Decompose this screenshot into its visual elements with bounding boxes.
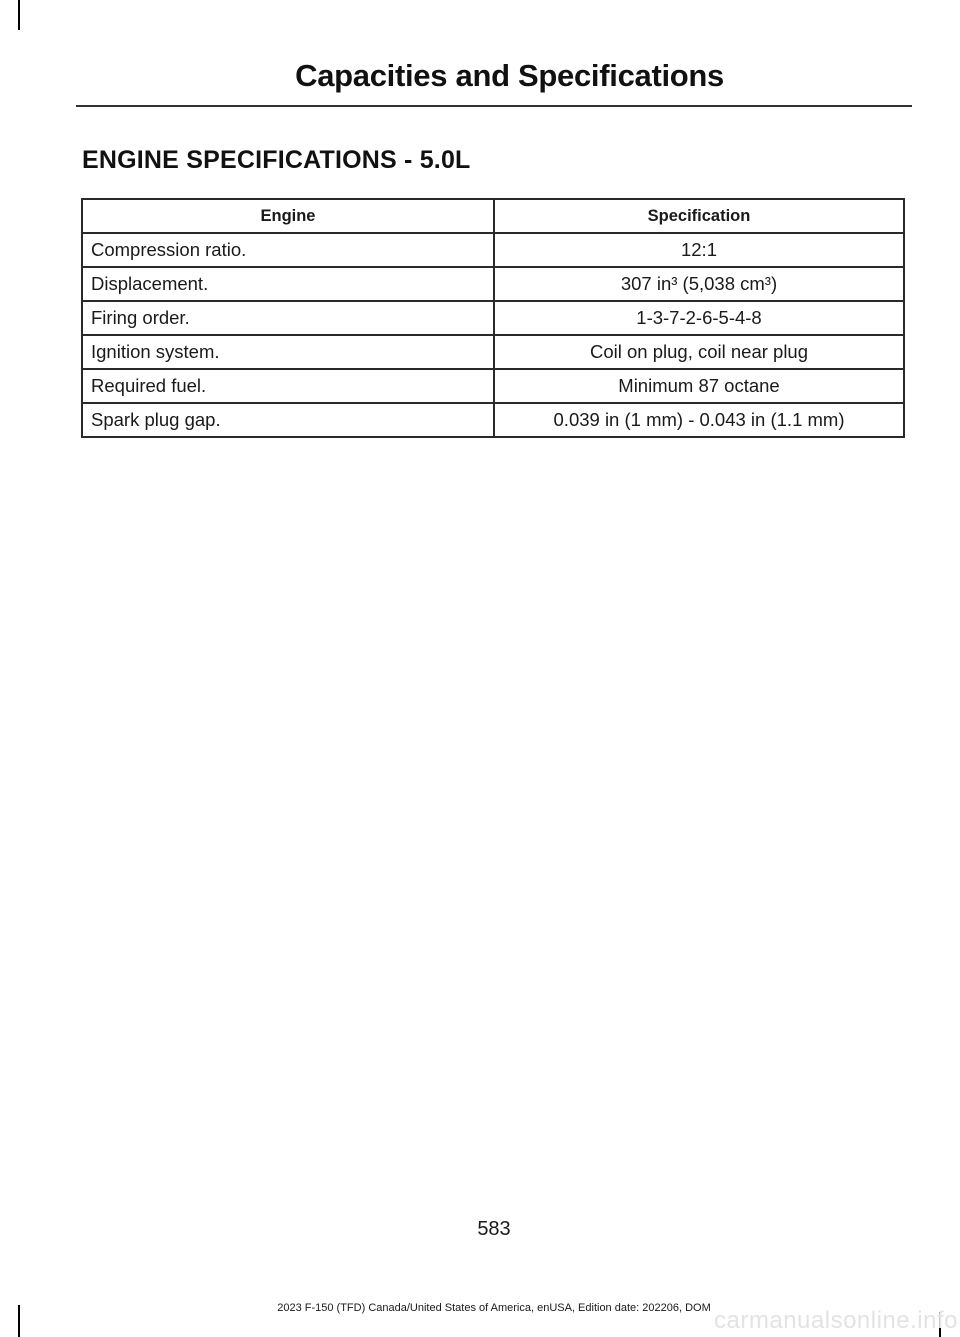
engine-cell: Firing order. (82, 301, 494, 335)
table-row (82, 403, 904, 437)
table-row (82, 335, 904, 369)
table-row (82, 369, 904, 403)
column-header-specification: Specification (494, 199, 904, 233)
page-number: 583 (477, 1218, 511, 1240)
watermark: carmanualsonline.info (714, 1307, 958, 1334)
page-footer: 2023 F-150 (TFD) Canada/United States of America, enUSA, Edition date: 202206, DOM (277, 1302, 711, 1314)
spec-cell: 307 in³ (5,038 cm³) (494, 267, 904, 301)
page-header-title: Capacities and Specifications (295, 58, 724, 93)
column-header-engine: Engine (82, 199, 494, 233)
engine-spec-table (81, 198, 905, 438)
table-row (82, 301, 904, 335)
spec-cell: Minimum 87 octane (494, 369, 904, 403)
crop-mark-top-left (18, 0, 20, 30)
engine-cell: Displacement. (82, 267, 494, 301)
engine-cell: Required fuel. (82, 369, 494, 403)
table-header-row (82, 199, 904, 233)
spec-cell: 1-3-7-2-6-5-4-8 (494, 301, 904, 335)
engine-cell: Ignition system. (82, 335, 494, 369)
engine-cell: Compression ratio. (82, 233, 494, 267)
section-title: ENGINE SPECIFICATIONS - 5.0L (82, 146, 471, 174)
spec-cell: 0.039 in (1 mm) - 0.043 in (1.1 mm) (494, 403, 904, 437)
spec-cell: 12:1 (494, 233, 904, 267)
spec-cell: Coil on plug, coil near plug (494, 335, 904, 369)
table-row (82, 233, 904, 267)
header-divider (76, 105, 912, 107)
table-row (82, 267, 904, 301)
engine-cell: Spark plug gap. (82, 403, 494, 437)
